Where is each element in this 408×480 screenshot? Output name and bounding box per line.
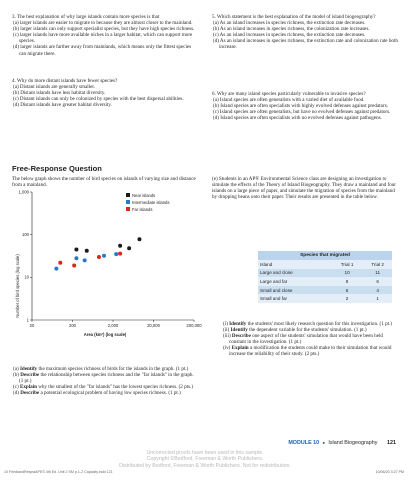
part-a: (a) Identify the maximum species richness of birds for the islands in the graph. (1 pt.) [13, 366, 189, 372]
table-cell: 1 [361, 294, 392, 303]
data-point [72, 263, 76, 267]
data-point [97, 255, 101, 259]
option-b: (b) Island species are often specialists with highly evolved defenses against predators. [213, 103, 389, 110]
question-3 [12, 14, 198, 57]
option-d: (d) larger islands are farther away from mainlands, which means only the fittest species can migrate there. [13, 44, 192, 57]
watermark [80, 450, 330, 469]
frq-part-1 [12, 366, 198, 396]
part-e-iv: (iv) Explain a modification the students could make to their simulation that would increase the reliability of their study. (2 pts.) [223, 345, 392, 358]
data-point [137, 237, 141, 241]
section-heading: Free-Response Question [12, 164, 102, 173]
option-b: (b) larger islands can only support specialist species, but they have high species richness. [13, 26, 195, 33]
frq-part-e-subparts [220, 321, 398, 358]
option-a: (a) Distant islands are generally smaller. [13, 84, 96, 91]
frq-part-e: (e) Students in an AP® Environmental Science class are designing an investigation to simulate the effects of the Theory of Island Biogeography. They draw a mainland and four islands on a large piece of paper, and simulate the migration of species from the mainland by dropping beans onto their paper. Their results are presented in the table below. [212, 176, 396, 201]
page-number: 121 [387, 440, 396, 446]
data-point [118, 252, 122, 256]
table-cell: Large and close [258, 269, 331, 278]
table-row [258, 286, 392, 295]
page-footer [288, 440, 396, 446]
part-e-i: (i) Identify the students' most likely research question for this investigation. (1 pt.) [223, 321, 392, 327]
question-6 [212, 91, 398, 121]
option-b: (b) As an island increases in species richness, the colonization rate increases. [213, 26, 370, 33]
data-point [127, 246, 131, 250]
question-stem: 4. Why do more distant islands have fewer species? [12, 78, 118, 84]
data-point [58, 261, 62, 265]
option-d: (d) Distant islands have greater habitat diversity. [13, 102, 112, 109]
part-e-iii: (iii) Describe one aspect of the students' simulation that would have been held constant in the investigation. (1 pt.) [223, 333, 383, 346]
data-point [74, 256, 78, 260]
option-c: (c) larger islands have more available niches in a larger habitat, which can support more species. [13, 32, 193, 45]
table-body [258, 260, 392, 303]
separator: ■ [322, 441, 325, 445]
option-d: (d) As an island increases in species richness, the extinction rate and colonization rate both increase. [213, 38, 398, 51]
part-b: (b) Describe the relationship between species richness and the "far islands" in the graph. (1 pt.) [13, 372, 194, 385]
question-stem: 6. Why are many island species particularly vulnerable to invasive species? [212, 91, 366, 97]
data-point [118, 244, 122, 248]
frq-intro: The below graph shows the number of bird species on islands of varying size and distance from a mainland. [12, 176, 196, 189]
watermark-line: Uncorrected proofs have been used in this sample. [146, 450, 264, 456]
option-c: (c) Island species are often generalists, but have no evolved defenses against predators. [213, 109, 391, 116]
date-info: 10/06/20 3:27 PM [375, 470, 404, 474]
table-cell: Large and far [258, 277, 331, 286]
table-cell: 8 [331, 277, 362, 286]
legend-label: Intermediate islands [132, 199, 170, 205]
migration-table [258, 251, 392, 303]
column-header: Island [258, 260, 331, 269]
column-header: Trial 2 [361, 260, 392, 269]
question-stem: 3. The best explanation of why large islands contain more species is that [12, 14, 160, 20]
column-header: Trial 1 [331, 260, 362, 269]
table-header-row [258, 260, 392, 269]
plot-area [19, 189, 203, 328]
table-cell: 4 [361, 286, 392, 295]
data-point [54, 267, 58, 271]
option-c: (c) Distant islands can only be colonized by species with the best dispersal abilities. [13, 96, 184, 103]
module-title: Island Biogeography [328, 440, 378, 446]
table-row [258, 277, 392, 286]
option-a: (a) Island species are often generalists with a varied diet of available food. [213, 97, 365, 104]
legend-swatch [126, 193, 130, 197]
part-c: (c) Explain why the smallest of the "far islands" has the lowest species richness. (2 pts.) [13, 384, 194, 391]
table-cell: Small and close [258, 286, 331, 295]
y-axis-label: Number of bird species (log scale) [15, 254, 20, 318]
data-point [85, 249, 89, 253]
option-d: (d) Island species are often specialists with no evolved defenses against pathogens. [213, 115, 382, 122]
x-tick-label: 200 [69, 323, 76, 328]
table-cell: Small and far [258, 294, 331, 303]
chart-legend [126, 193, 169, 212]
legend-swatch [126, 200, 130, 204]
option-c: (c) As an island increases in species richness, the extinction rate decreases. [213, 32, 366, 39]
legend-label: Far islands [132, 206, 153, 212]
question-4 [12, 78, 198, 108]
table-cell: 2 [331, 294, 362, 303]
legend-swatch [126, 207, 130, 211]
table-cell: 5 [331, 286, 362, 295]
table-row [258, 294, 392, 303]
x-tick-label: 20,000 [147, 323, 160, 328]
x-axis-label: Area (km²) (log scale) [83, 332, 127, 337]
y-tick-label: 10 [24, 274, 29, 280]
watermark-line: Distributed by Bedford, Freeman & Worth Publishers. Not for redistribution. [119, 462, 291, 469]
table-cell: 11 [361, 269, 392, 278]
x-tick-label: 200,000 [186, 323, 202, 328]
table-cell: 6 [361, 277, 392, 286]
bird-species-chart [8, 188, 204, 364]
watermark-line: Copyright ©Bedford, Freeman & Worth Publishers. [146, 456, 264, 463]
data-point [102, 254, 106, 258]
data-point [114, 252, 118, 256]
x-tick-label: 2,000 [107, 323, 119, 328]
legend-label: Near islands [132, 192, 156, 198]
option-b: (b) Distant islands have less habitat diversity. [13, 90, 106, 97]
part-e-ii: (ii) Identify the dependent variable for the students' simulation. (1 pt.) [223, 327, 367, 334]
data-point [83, 258, 87, 262]
question-stem: 5. Which statement is the best explanation of the model of island biogeography? [212, 14, 376, 20]
module-label: MODULE 10 [288, 440, 320, 446]
option-a: (a) As an island increases in species richness, the extinction rate decreases. [213, 20, 366, 27]
table-row [258, 269, 392, 278]
y-tick-label: 100 [22, 232, 29, 238]
part-d: (d) Describe a potential ecological problem of having low species richness. (1 pt.) [13, 390, 181, 397]
question-5 [212, 14, 398, 51]
file-info: 10 FriedlandRelyeaAPES 4th Ed. Unit 2 SM p.1-2 Capacity.indd 121 [4, 470, 113, 474]
data-point [74, 247, 78, 251]
option-a: (a) larger islands are easier to migrate to because they are almost closer to the mainland. [13, 20, 193, 27]
table-caption: Species that migrated [258, 251, 392, 260]
y-tick-label: 1 [26, 317, 29, 323]
x-tick-label: 20 [29, 323, 35, 328]
y-tick-label: 1,000 [18, 189, 29, 195]
table-cell: 10 [331, 269, 362, 278]
